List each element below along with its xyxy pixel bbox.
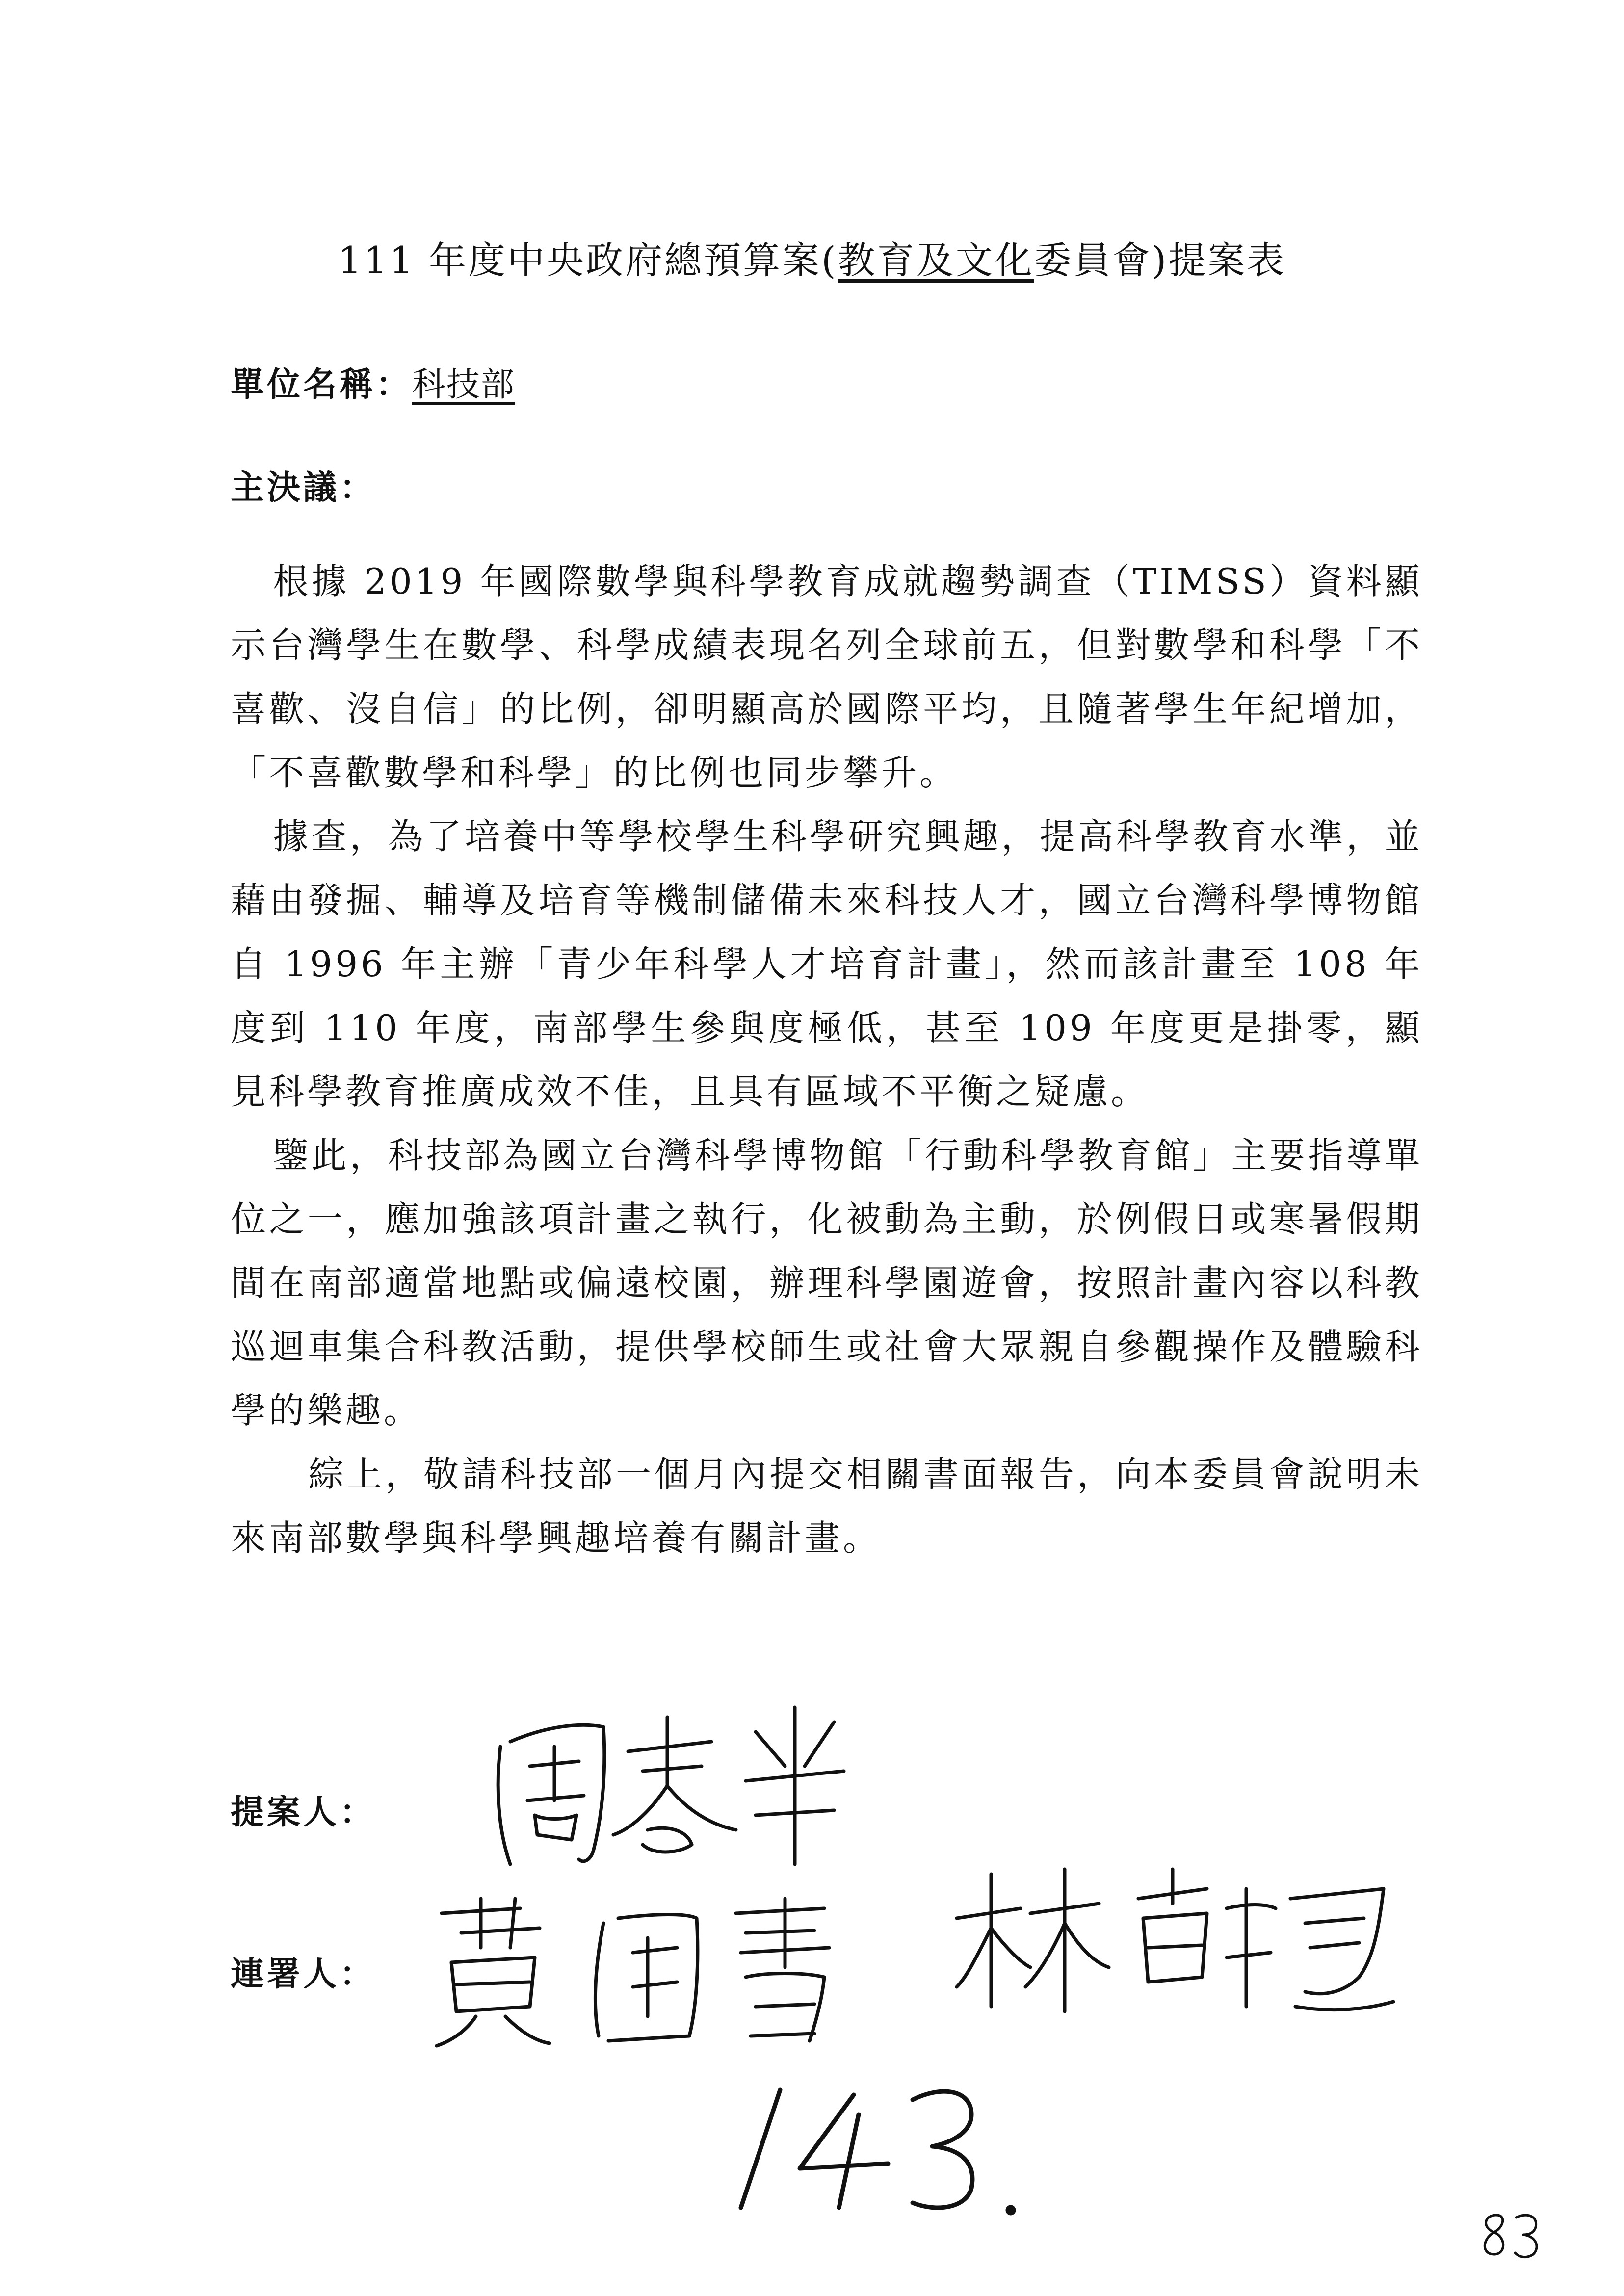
page-number bbox=[1477, 2208, 1545, 2264]
unit-row bbox=[231, 358, 515, 406]
handwritten-number-drawing bbox=[726, 2061, 1030, 2227]
proposer-label: 提案人： bbox=[231, 1793, 376, 1832]
page-title bbox=[0, 231, 1624, 284]
title-suffix: 委員會)提案表 bbox=[1034, 238, 1286, 282]
cosigner-signature-1 bbox=[422, 1894, 864, 2051]
paragraph-4: 綜上，敬請科技部一個月內提交相關書面報告，向本委員會說明未來南部數學與科學興趣培養有關計畫。 bbox=[231, 1454, 1423, 1559]
paragraph-2: 據查，為了培養中等學校學生科學研究興趣，提高科學教育水準，並藉由發掘、輔導及培育等機制儲備未來科技人才，國立台灣科學博物館自 1996 年主辦「青少年科學人才培育計畫」，然而該計畫至 108 年度到 110 年度，南部學生參與度極低，甚至 109 年度更是掛零，顯見科學教育推廣成效不佳，且具有區域不平衡之疑慮。 bbox=[231, 816, 1423, 1112]
resolution-body bbox=[231, 549, 1423, 1570]
title-committee: 教育及文化 bbox=[838, 238, 1034, 282]
page-number-drawing bbox=[1477, 2208, 1545, 2262]
handwritten-number bbox=[726, 2061, 1030, 2229]
cosigner-label: 連署人： bbox=[231, 1955, 376, 1994]
title-prefix: 111 年度中央政府總預算案( bbox=[338, 238, 838, 282]
cosigner-signature-2 bbox=[952, 1859, 1403, 2036]
unit-value: 科技部 bbox=[412, 365, 516, 404]
paragraph-1: 根據 2019 年國際數學與科學教育成就趨勢調查（TIMSS）資料顯示台灣學生在數學、科學成績表現名列全球前五，但對數學和科學「不喜歡、沒自信」的比例，卻明顯高於國際平均，且隨著學生年紀增加，「不喜歡數學和科學」的比例也同步攀升。 bbox=[231, 561, 1423, 793]
unit-label: 單位名稱： bbox=[231, 365, 413, 404]
proposer-signature bbox=[481, 1688, 854, 1874]
paragraph-3: 鑒此，科技部為國立台灣科學博物館「行動科學教育館」主要指導單位之一，應加強該項計畫之執行，化被動為主動，於例假日或寒暑假期間在南部適當地點或偏遠校園，辦理科學園遊會，按照計畫內容以科教巡迴車集合科教活動，提供學校師生或社會大眾親自參觀操作及體驗科學的樂趣。 bbox=[231, 1135, 1423, 1431]
resolution-label: 主決議： bbox=[231, 469, 376, 507]
